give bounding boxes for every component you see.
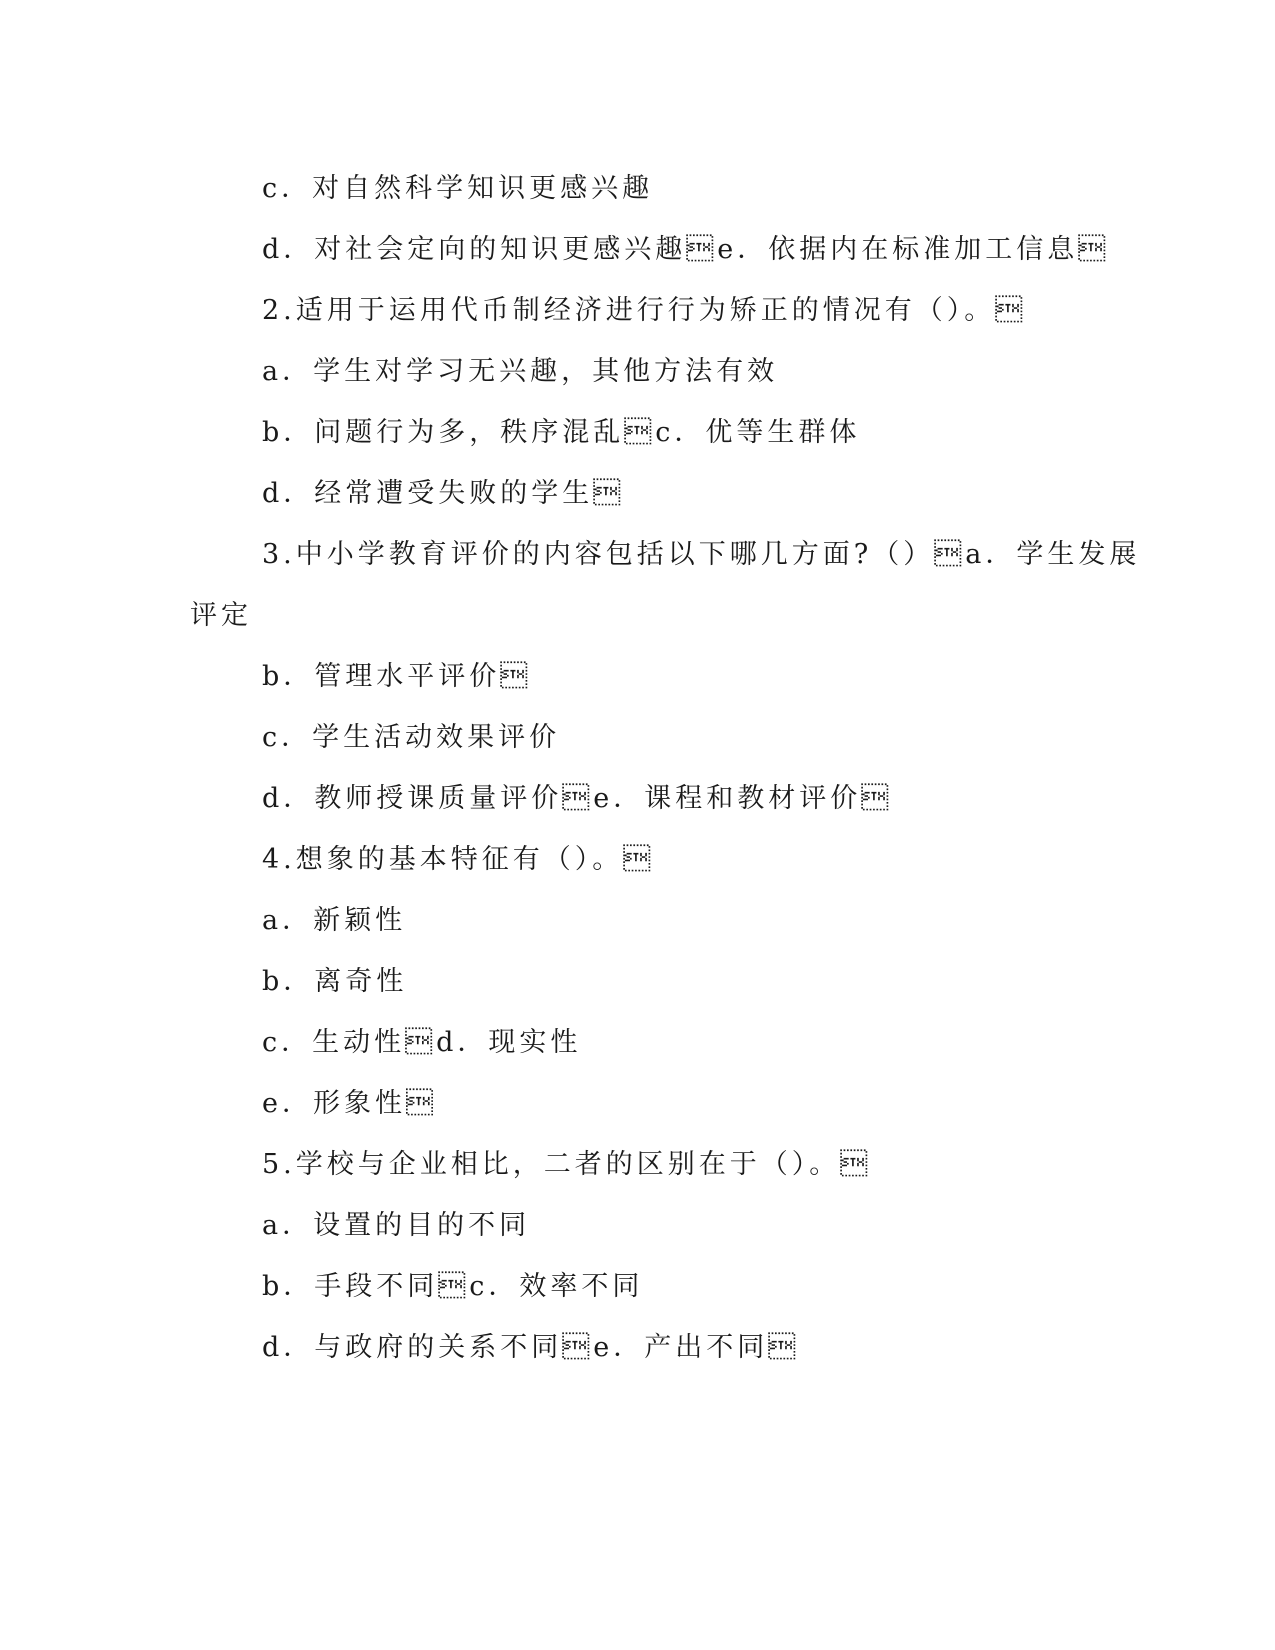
option-line: e．形象性: [262, 1088, 437, 1119]
option-line: c．学生活动效果评价: [262, 722, 561, 753]
option-line: b．管理水平评价: [262, 661, 532, 692]
option-line: d．经常遭受失败的学生: [262, 478, 625, 509]
option-line: a．设置的目的不同: [262, 1210, 531, 1241]
question-line: 4.想象的基本特征有（）。: [262, 844, 655, 875]
option-line: b．手段不同c．效率不同: [262, 1271, 644, 1302]
question-line: 3.中小学教育评价的内容包括以下哪几方面?（）a．学生发展: [262, 539, 1141, 570]
option-line-continued: 评定: [190, 600, 252, 631]
option-line: c．生动性d．现实性: [262, 1027, 582, 1058]
question-line: 5.学校与企业相比，二者的区别在于（）。: [262, 1149, 872, 1180]
option-line: d．与政府的关系不同e．产出不同: [262, 1332, 800, 1363]
option-line: b．问题行为多，秩序混乱c．优等生群体: [262, 417, 861, 448]
option-line: a．新颖性: [262, 905, 407, 936]
option-line: d．教师授课质量评价e．课程和教材评价: [262, 783, 893, 814]
option-line: a．学生对学习无兴趣，其他方法有效: [262, 356, 779, 387]
option-line: d．对社会定向的知识更感兴趣e．依据内在标准加工信息: [262, 234, 1110, 265]
option-line: c．对自然科学知识更感兴趣: [262, 173, 654, 204]
question-line: 2.适用于运用代币制经济进行行为矫正的情况有（）。: [262, 295, 1027, 326]
option-line: b．离奇性: [262, 966, 408, 997]
